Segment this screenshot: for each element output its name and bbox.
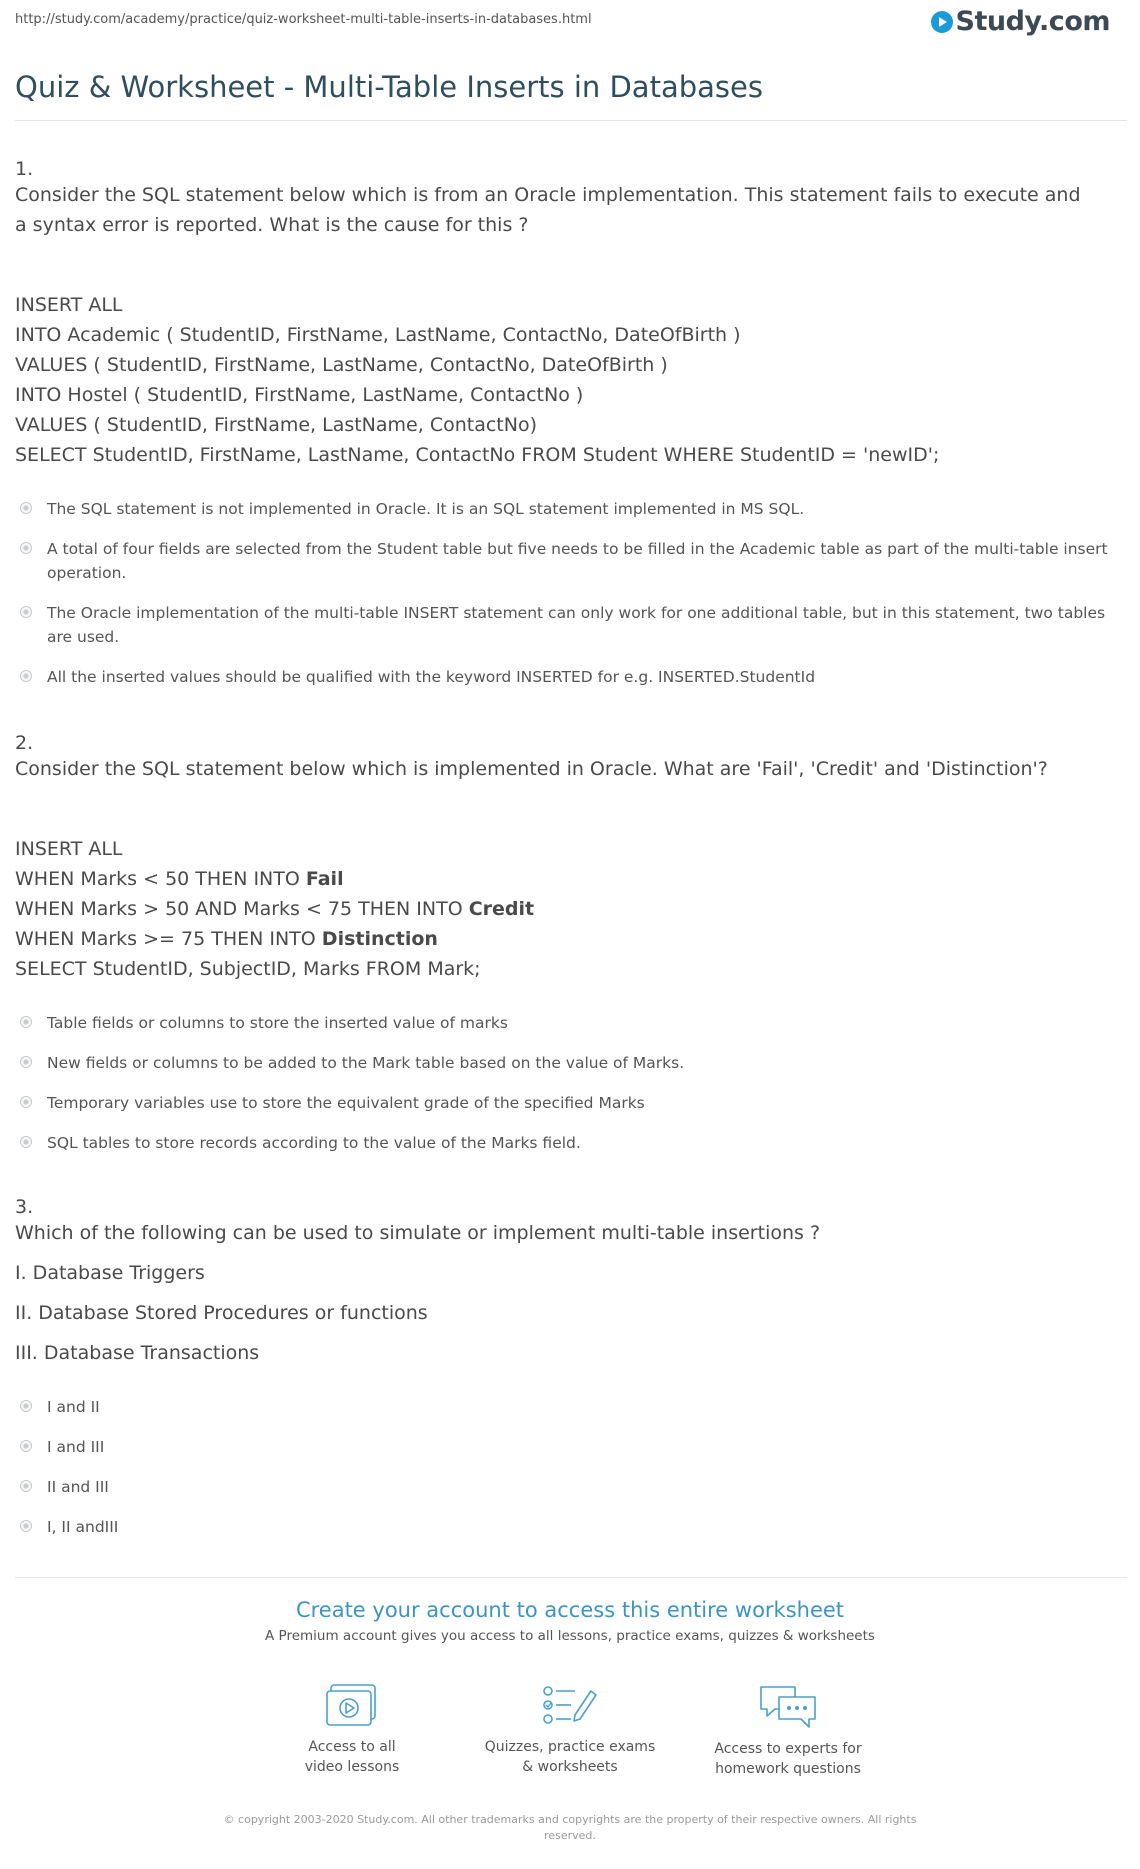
answer-option[interactable] [20, 1475, 1110, 1499]
feature-label: Access to all [308, 1739, 396, 1755]
code-text: WHEN Marks < 50 THEN INTO [15, 868, 306, 890]
answer-option[interactable] [20, 497, 1110, 521]
cta-subtitle: A Premium account gives you access to all lessons, practice exams, quizzes & worksheets [265, 1628, 875, 1644]
option-label: SQL tables to store records according to the value of the Marks field. [47, 1134, 581, 1152]
answer-option[interactable] [20, 1435, 1110, 1459]
page-title: Quiz & Worksheet - Multi-Table Inserts in Databases [15, 70, 763, 104]
radio-button-icon[interactable] [20, 670, 32, 682]
statement-line: III. Database Transactions [15, 1342, 260, 1364]
answer-option[interactable] [20, 601, 1110, 649]
question-number: 1. [15, 158, 34, 180]
feature-quizzes [470, 1683, 670, 1777]
radio-button-icon[interactable] [20, 1440, 32, 1452]
feature-label: Access to experts for [714, 1741, 862, 1757]
title-divider [15, 120, 1127, 121]
code-line [15, 928, 438, 950]
option-label: New fields or columns to be added to the Mark table based on the value of Marks. [47, 1054, 685, 1072]
option-label: I and II [47, 1398, 100, 1416]
option-label: All the inserted values should be qualified with the keyword INSERTED for e.g. INSERTED.StudentId [47, 668, 816, 686]
feature-experts [688, 1683, 888, 1779]
statement-line: I. Database Triggers [15, 1262, 205, 1284]
quiz-checklist-icon [541, 1683, 599, 1729]
question-text: Consider the SQL statement below which is from an Oracle implementation. This statement fails to execute and [15, 184, 1081, 206]
answer-option[interactable] [20, 1395, 1110, 1419]
section-divider [15, 1577, 1127, 1578]
answer-option[interactable] [20, 1131, 1110, 1155]
radio-button-icon[interactable] [20, 1520, 32, 1532]
code-line: SELECT StudentID, SubjectID, Marks FROM Mark; [15, 958, 481, 980]
radio-button-icon[interactable] [20, 1096, 32, 1108]
code-line: VALUES ( StudentID, FirstName, LastName, ContactNo) [15, 414, 537, 436]
bold-keyword: Distinction [321, 928, 438, 950]
option-label: II and III [47, 1478, 109, 1496]
copyright-footer [210, 1812, 930, 1844]
option-label: A total of four fields are selected from the Student table but five needs to be filled in the Academic table as part of the multi-table insert operation. [47, 540, 1108, 582]
answer-option[interactable] [20, 665, 1110, 689]
code-line: INSERT ALL [15, 294, 123, 316]
radio-button-icon[interactable] [20, 1400, 32, 1412]
question-number: 2. [15, 732, 34, 754]
question-text: Which of the following can be used to simulate or implement multi-table insertions ? [15, 1222, 821, 1244]
logo-text: Study.com [955, 6, 1110, 37]
code-line: SELECT StudentID, FirstName, LastName, ContactNo FROM Student WHERE StudentID = 'newID'; [15, 444, 940, 466]
radio-button-icon[interactable] [20, 1016, 32, 1028]
question-text: a syntax error is reported. What is the cause for this ? [15, 214, 529, 236]
code-line: INSERT ALL [15, 838, 123, 860]
footer-line: © copyright 2003-2020 Study.com. All other trademarks and copyrights are the property of their respective owners. All rights [223, 1813, 917, 1826]
code-line: VALUES ( StudentID, FirstName, LastName, ContactNo, DateOfBirth ) [15, 354, 668, 376]
option-label: Temporary variables use to store the equivalent grade of the specified Marks [47, 1094, 645, 1112]
feature-label: Quizzes, practice exams [484, 1739, 656, 1755]
option-label: I, II andIII [47, 1518, 119, 1536]
answer-option[interactable] [20, 1515, 1110, 1539]
radio-button-icon[interactable] [20, 1056, 32, 1068]
option-label: The Oracle implementation of the multi-table INSERT statement can only work for one additional table, but in this statement, two tables are used. [47, 604, 1106, 646]
statement-line: II. Database Stored Procedures or functions [15, 1302, 428, 1324]
question-number: 3. [15, 1196, 34, 1218]
create-account-link[interactable]: Create your account to access this entire worksheet [295, 1598, 845, 1622]
chat-bubbles-icon [757, 1683, 819, 1731]
radio-button-icon[interactable] [20, 606, 32, 618]
question-text: Consider the SQL statement below which is implemented in Oracle. What are 'Fail', 'Credit' and 'Distinction'? [15, 758, 1048, 780]
radio-button-icon[interactable] [20, 1136, 32, 1148]
option-label: Table fields or columns to store the inserted value of marks [47, 1014, 508, 1032]
feature-video-lessons [252, 1683, 452, 1777]
page-url: http://study.com/academy/practice/quiz-worksheet-multi-table-inserts-in-databases.html [15, 12, 592, 27]
feature-label: video lessons [304, 1759, 400, 1775]
footer-line: reserved. [544, 1829, 596, 1842]
answer-option[interactable] [20, 1011, 1110, 1035]
radio-button-icon[interactable] [20, 542, 32, 554]
code-text: WHEN Marks >= 75 THEN INTO [15, 928, 322, 950]
bold-keyword: Credit [468, 898, 535, 920]
answer-option[interactable] [20, 537, 1110, 585]
radio-button-icon[interactable] [20, 1480, 32, 1492]
code-line: INTO Hostel ( StudentID, FirstName, LastName, ContactNo ) [15, 384, 584, 406]
video-lesson-icon [325, 1683, 379, 1729]
code-line [15, 868, 344, 890]
code-text: WHEN Marks > 50 AND Marks < 75 THEN INTO [15, 898, 469, 920]
option-label: I and III [47, 1438, 105, 1456]
radio-button-icon[interactable] [20, 502, 32, 514]
feature-label: & worksheets [522, 1759, 618, 1775]
answer-option[interactable] [20, 1051, 1110, 1075]
bold-keyword: Fail [305, 868, 344, 890]
answer-option[interactable] [20, 1091, 1110, 1115]
play-logo-icon [931, 11, 953, 33]
study-logo[interactable] [931, 6, 1110, 37]
code-line [15, 898, 534, 920]
feature-label: homework questions [715, 1761, 861, 1777]
code-line: INTO Academic ( StudentID, FirstName, LastName, ContactNo, DateOfBirth ) [15, 324, 741, 346]
option-label: The SQL statement is not implemented in Oracle. It is an SQL statement implemented in MS SQL. [47, 500, 805, 518]
